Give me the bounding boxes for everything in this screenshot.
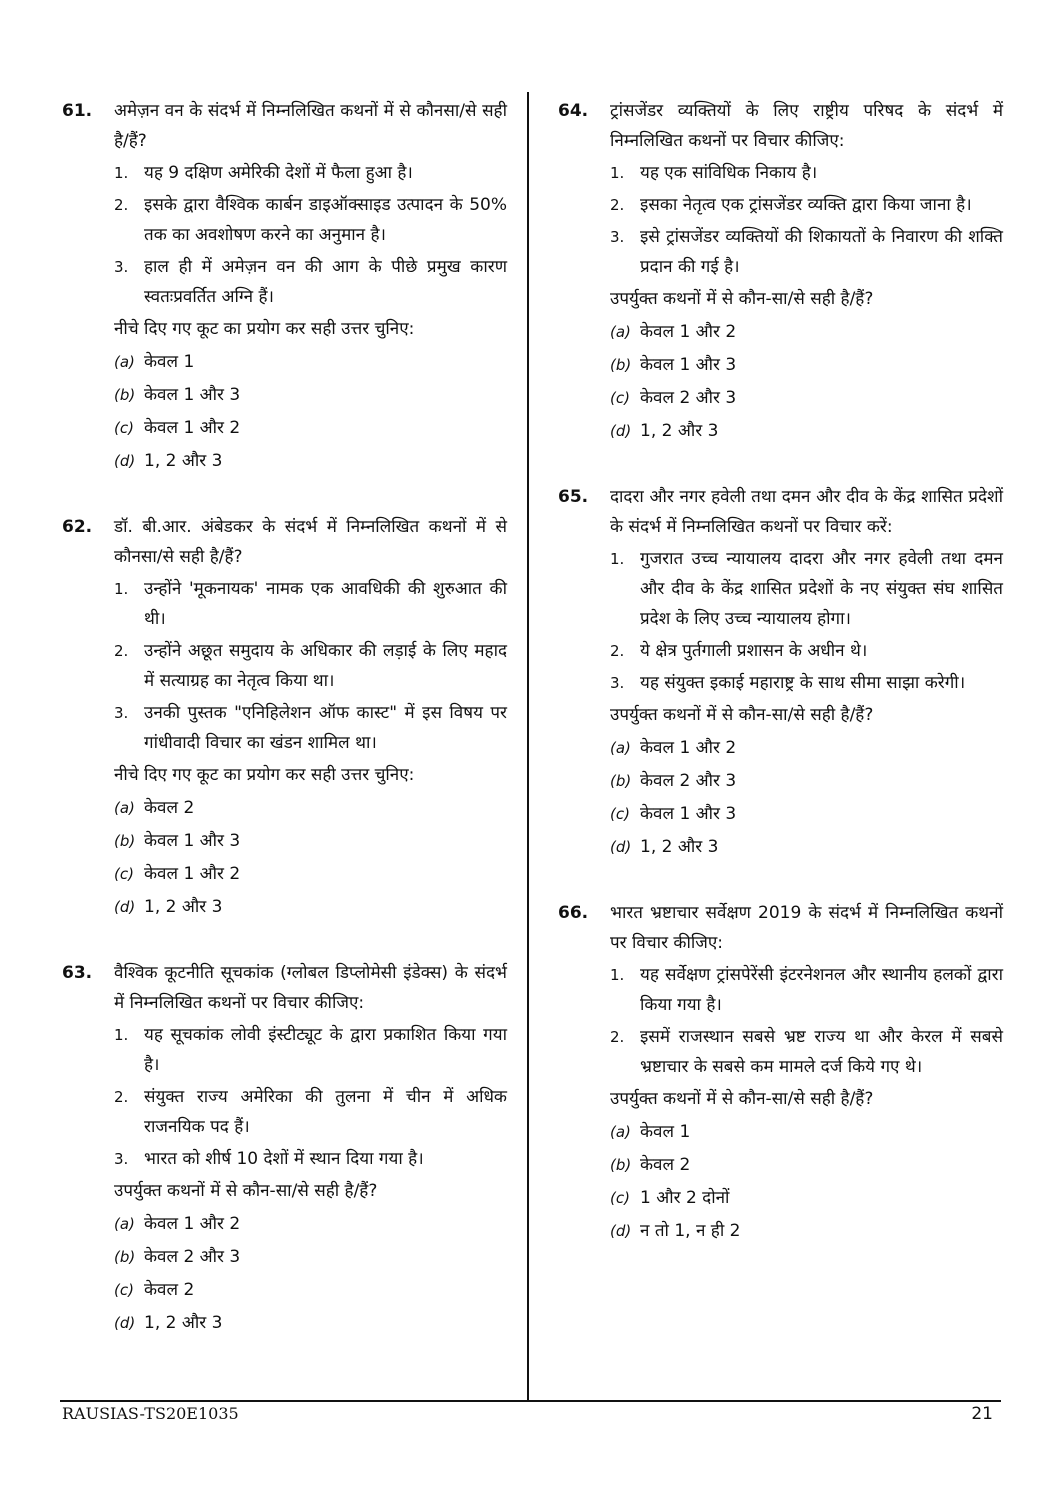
option-label: (b) [610,772,632,790]
option-d [610,832,1003,862]
option-label: (b) [114,832,136,850]
option-text: केवल 1 और 2 [144,1214,241,1234]
question-63 [62,958,507,1338]
option-label: (a) [610,1123,631,1141]
question-text: अमेज़न वन के संदर्भ में निम्नलिखित कथनों में से कौनसा/से सही है/हैं? [114,101,507,151]
statement-number: 3. [114,1150,129,1168]
option-a [114,347,507,377]
statement [610,1022,1003,1082]
question-text: डॉ. बी.आर. अंबेडकर के संदर्भ में निम्नलिखित कथनों में से कौनसा/से सही है/हैं? [114,517,507,567]
statement-number: 2. [114,642,129,660]
question-text: दादरा और नगर हवेली तथा दमन और दीव के केंद्र शासित प्रदेशों के संदर्भ में निम्नलिखित कथनों पर विचार करें: [610,487,1003,537]
statement-text: इसमें राजस्थान सबसे भ्रष्ट राज्य था और केरल में सबसे भ्रष्टाचार के सबसे कम मामले दर्ज किये गए थे। [640,1027,1003,1077]
statement-number: 2. [610,642,625,660]
statement [610,222,1003,282]
statement-text: उन्होंने 'मूकनायक' नामक एक आवधिकी की शुरुआत की थी। [144,579,507,629]
answer-instruction: उपर्युक्त कथनों में से कौन-सा/से सही है/हैं? [610,705,874,725]
option-b [114,380,507,410]
right-column [558,96,1003,1246]
answer-instruction: उपर्युक्त कथनों में से कौन-सा/से सही है/हैं? [610,1089,874,1109]
page-number: 21 [971,1404,993,1424]
option-b [114,1242,507,1272]
option-c [114,413,507,443]
statement-number: 3. [114,704,129,722]
answer-instruction: उपर्युक्त कथनों में से कौन-सा/से सही है/हैं? [610,289,874,309]
option-text: 1, 2 और 3 [144,1313,223,1333]
statement [114,574,507,634]
option-text: केवल 1 [640,1122,691,1142]
statement [114,1020,507,1080]
statement-text: यह एक सांविधिक निकाय है। [640,163,818,183]
statement-number: 3. [114,258,129,276]
option-text: केवल 2 [640,1155,691,1175]
option-label: (c) [114,865,134,883]
column-divider [527,92,529,1400]
option-label: (b) [610,356,632,374]
statement-number: 2. [114,1088,129,1106]
option-a [610,733,1003,763]
option-label: (a) [610,323,631,341]
option-text: केवल 1 और 2 [144,864,241,884]
option-label: (b) [114,1248,136,1266]
option-a [610,317,1003,347]
option-d [610,1216,1003,1246]
statement-text: उन्होंने अछूत समुदाय के अधिकार की लड़ाई के लिए महाद में सत्याग्रह का नेतृत्व किया था। [144,641,507,691]
document-code: RAUSIAS-TS20E1035 [62,1404,239,1423]
option-c [114,859,507,889]
option-label: (d) [114,898,136,916]
statement [114,1144,507,1174]
question-number: 63. [62,963,93,983]
statement-text: उनकी पुस्तक "एनिहिलेशन ऑफ कास्ट" में इस विषय पर गांधीवादी विचार का खंडन शामिल था। [144,703,507,753]
option-text: केवल 1 और 3 [640,804,737,824]
statement-text: यह संयुक्त इकाई महाराष्ट्र के साथ सीमा साझा करेगी। [640,673,966,693]
option-label: (b) [610,1156,632,1174]
option-text: न तो 1, न ही 2 [640,1221,741,1241]
question-number: 64. [558,101,589,121]
statement-text: यह सर्वेक्षण ट्रांसपेरेंसी इंटरनेशनल और स्थानीय हलकों द्वारा किया गया है। [640,965,1003,1015]
question-64 [558,96,1003,446]
option-a [610,1117,1003,1147]
statement-number: 3. [610,674,625,692]
question-number: 65. [558,487,589,507]
statement-number: 1. [114,1026,129,1044]
option-a [114,793,507,823]
option-label: (a) [114,799,135,817]
answer-instruction: नीचे दिए गए कूट का प्रयोग कर सही उत्तर चुनिए: [114,319,415,339]
statement-number: 1. [114,580,129,598]
statement-text: ये क्षेत्र पुर्तगाली प्रशासन के अधीन थे। [640,641,868,661]
option-text: केवल 1 और 2 [144,418,241,438]
statement [114,698,507,758]
statement [610,668,1003,698]
option-label: (d) [610,422,632,440]
answer-instruction: उपर्युक्त कथनों में से कौन-सा/से सही है/हैं? [114,1181,378,1201]
option-label: (a) [114,1215,135,1233]
statement-number: 2. [114,196,129,214]
option-label: (d) [114,1314,136,1332]
option-c [610,383,1003,413]
statement [610,158,1003,188]
option-label: (d) [114,452,136,470]
option-text: केवल 2 [144,1280,195,1300]
statement-number: 1. [610,550,625,568]
answer-instruction: नीचे दिए गए कूट का प्रयोग कर सही उत्तर चुनिए: [114,765,415,785]
statement-number: 3. [610,228,625,246]
question-66 [558,898,1003,1246]
question-number: 62. [62,517,93,537]
question-number: 61. [62,101,93,121]
statement [114,158,507,188]
statement [610,190,1003,220]
question-text: ट्रांसजेंडर व्यक्तियों के लिए राष्ट्रीय परिषद के संदर्भ में निम्नलिखित कथनों पर विचार कीजिए: [610,101,1003,151]
option-label: (c) [610,805,630,823]
option-label: (a) [610,739,631,757]
footer-rule [60,1400,1001,1402]
statement [114,1082,507,1142]
statement [114,636,507,696]
statement-text: इसे ट्रांसजेंडर व्यक्तियों की शिकायतों के निवारण की शक्ति प्रदान की गई है। [640,227,1003,277]
statement-text: यह सूचकांक लोवी इंस्टीट्यूट के द्वारा प्रकाशित किया गया है। [144,1025,507,1075]
statement-number: 2. [610,1028,625,1046]
statement [114,190,507,250]
option-text: 1, 2 और 3 [640,837,719,857]
option-label: (d) [610,838,632,856]
option-text: केवल 1 और 3 [144,831,241,851]
option-text: केवल 1 [144,352,195,372]
statement [610,960,1003,1020]
question-number: 66. [558,903,589,923]
option-text: केवल 2 और 3 [640,771,737,791]
option-text: केवल 2 [144,798,195,818]
option-label: (c) [114,419,134,437]
statement-number: 1. [610,164,625,182]
option-b [610,1150,1003,1180]
option-label: (c) [610,389,630,407]
option-text: 1, 2 और 3 [640,421,719,441]
option-text: केवल 1 और 2 [640,738,737,758]
option-c [610,1183,1003,1213]
option-text: केवल 1 और 3 [640,355,737,375]
option-text: केवल 1 और 2 [640,322,737,342]
option-label: (c) [114,1281,134,1299]
statement-number: 2. [610,196,625,214]
option-d [114,1308,507,1338]
question-65 [558,482,1003,862]
option-text: 1, 2 और 3 [144,897,223,917]
statement [114,252,507,312]
statement-number: 1. [114,164,129,182]
option-d [114,892,507,922]
statement-text: संयुक्त राज्य अमेरिका की तुलना में चीन में अधिक राजनयिक पद हैं। [144,1087,507,1137]
left-column [62,96,507,1338]
statement-text: हाल ही में अमेज़न वन की आग के पीछे प्रमुख कारण स्वतःप्रवर्तित अग्नि हैं। [144,257,507,307]
option-a [114,1209,507,1239]
option-c [610,799,1003,829]
statement [610,544,1003,634]
option-c [114,1275,507,1305]
option-label: (c) [610,1189,630,1207]
option-text: 1, 2 और 3 [144,451,223,471]
statement-number: 1. [610,966,625,984]
option-b [114,826,507,856]
question-text: वैश्विक कूटनीति सूचकांक (ग्लोबल डिप्लोमेसी इंडेक्स) के संदर्भ में निम्नलिखित कथनों पर विचार कीजिए: [114,963,507,1013]
statement-text: भारत को शीर्ष 10 देशों में स्थान दिया गया है। [144,1149,424,1169]
option-label: (b) [114,386,136,404]
option-label: (a) [114,353,135,371]
option-text: केवल 2 और 3 [144,1247,241,1267]
statement-text: इसके द्वारा वैश्विक कार्बन डाइऑक्साइड उत्पादन के 50% तक का अवशोषण करने का अनुमान है। [144,195,507,245]
statement [610,636,1003,666]
option-text: 1 और 2 दोनों [640,1188,730,1208]
option-d [114,446,507,476]
question-text: भारत भ्रष्टाचार सर्वेक्षण 2019 के संदर्भ में निम्नलिखित कथनों पर विचार कीजिए: [610,903,1003,953]
statement-text: यह 9 दक्षिण अमेरिकी देशों में फैला हुआ है। [144,163,413,183]
statement-text: इसका नेतृत्व एक ट्रांसजेंडर व्यक्ति द्वारा किया जाना है। [640,195,972,215]
question-61 [62,96,507,476]
option-text: केवल 2 और 3 [640,388,737,408]
option-b [610,350,1003,380]
option-label: (d) [610,1222,632,1240]
option-b [610,766,1003,796]
question-62 [62,512,507,922]
statement-text: गुजरात उच्च न्यायालय दादरा और नगर हवेली तथा दमन और दीव के केंद्र शासित प्रदेशों के नए संयुक्त संघ शासित प्रदेश के लिए उच्च न्यायालय होगा। [640,549,1003,629]
option-d [610,416,1003,446]
option-text: केवल 1 और 3 [144,385,241,405]
